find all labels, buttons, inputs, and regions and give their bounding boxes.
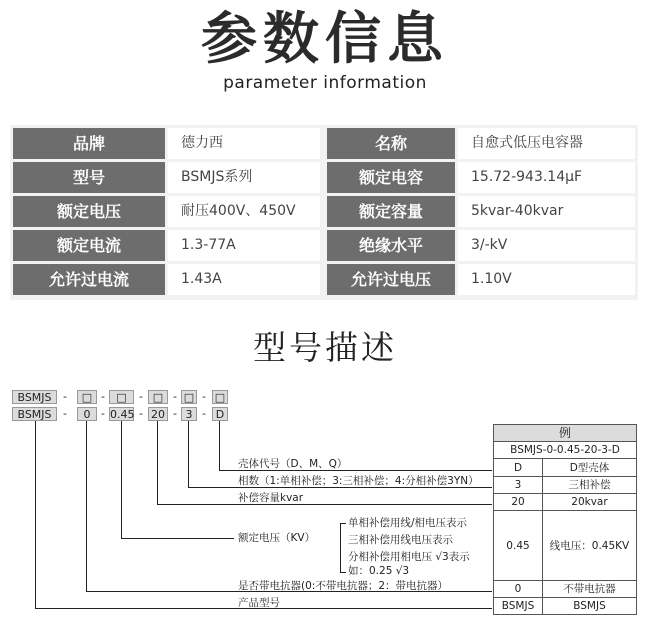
spec-key-name: 名称 <box>327 128 455 159</box>
dash: - <box>63 407 67 420</box>
model-example-box: D <box>212 407 228 421</box>
spec-value-voltage: 耐压400V、450V <box>168 196 320 227</box>
voltage-note: 单相补偿用线/相电压表示 <box>348 517 468 529</box>
model-template-box: □ <box>181 390 197 404</box>
dash: - <box>139 407 143 420</box>
spec-key-capacity: 额定容量 <box>327 196 455 227</box>
example-code: BSMJS <box>501 600 535 612</box>
page-title: 参数信息 <box>201 7 449 72</box>
example-meaning: 三相补偿 <box>543 477 636 494</box>
example-meaning: 不带电抗器 <box>543 581 636 598</box>
desc-rated-voltage: 额定电压（KV） <box>238 532 316 544</box>
model-template-box: □ <box>148 390 168 404</box>
connector-line <box>121 538 234 539</box>
example-model: BSMJS-0-0.45-20-3-D <box>494 442 636 459</box>
connector-line <box>219 421 220 471</box>
example-meaning: 20kvar <box>543 494 636 511</box>
example-meaning: BSMJS <box>573 600 606 612</box>
spec-value-name: 自愈式低压电容器 <box>458 128 635 159</box>
spec-value-overcurrent: 1.43A <box>168 264 320 295</box>
desc-phase: 相数（1:单相补偿；3:三相补偿；4:分相补偿3YN） <box>238 475 479 487</box>
dash: - <box>63 390 67 403</box>
example-header: 例 <box>494 425 636 442</box>
voltage-note: 如：0.25 √3 <box>348 565 410 577</box>
model-example-box: 0 <box>77 407 97 421</box>
model-template-box: □ <box>109 390 134 404</box>
dash: - <box>173 390 177 403</box>
spec-key-voltage: 额定电压 <box>13 196 165 227</box>
dash: - <box>173 407 177 420</box>
dash: - <box>202 390 206 403</box>
spec-value-brand: 德力西 <box>168 128 320 159</box>
example-meaning: D型壳体 <box>543 460 636 477</box>
example-code: D <box>494 460 542 477</box>
spec-key-current: 额定电流 <box>13 230 165 261</box>
voltage-note: 三相补偿用线电压表示 <box>348 534 453 546</box>
model-example-box: 0.45 <box>110 408 135 421</box>
connector-line <box>86 421 87 592</box>
example-code: 0 <box>494 581 542 598</box>
connector-line <box>121 421 122 539</box>
model-prefix-template: BSMJS <box>12 390 57 404</box>
spec-value-capacitance: 15.72-943.14μF <box>458 162 635 193</box>
dash: - <box>139 390 143 403</box>
bracket-line <box>340 523 346 524</box>
spec-value-insulation: 3/-kV <box>458 230 635 261</box>
connector-line <box>188 421 189 488</box>
example-code: 20 <box>494 494 542 511</box>
spec-value-overvoltage: 1.10V <box>458 264 635 295</box>
model-example-box: 20 <box>148 407 168 421</box>
desc-capacity: 补偿容量kvar <box>238 492 304 504</box>
example-code: 0.45 <box>494 511 542 581</box>
dash: - <box>101 407 105 420</box>
connector-line <box>157 421 158 505</box>
connector-line <box>157 504 492 505</box>
spec-value-current: 1.3-77A <box>168 230 320 261</box>
spec-key-insulation: 绝缘水平 <box>327 230 455 261</box>
model-prefix-example: BSMJS <box>12 407 57 421</box>
spec-table <box>10 125 638 300</box>
example-code: 3 <box>494 477 542 494</box>
spec-value-capacity: 5kvar-40kvar <box>458 196 635 227</box>
desc-reactor: 是否带电抗器(0:不带电抗器；2：带电抗器） <box>238 580 448 592</box>
dash: - <box>202 407 206 420</box>
model-example-box: 3 <box>181 407 197 421</box>
connector-line <box>35 421 36 609</box>
spec-value-model: BSMJS系列 <box>168 162 320 193</box>
example-meaning: 线电压：0.45KV <box>543 511 636 581</box>
page-subtitle: parameter information <box>223 73 427 93</box>
spec-key-capacitance: 额定电容 <box>327 162 455 193</box>
desc-product-model: 产品型号 <box>238 597 280 609</box>
bracket-line <box>340 523 341 573</box>
spec-key-overvoltage: 允许过电压 <box>327 264 455 295</box>
spec-key-model: 型号 <box>13 162 165 193</box>
desc-shell-code: 壳体代号（D、M、Q） <box>238 458 348 470</box>
spec-key-overcurrent: 允许过电流 <box>13 264 165 295</box>
bracket-line <box>340 572 346 573</box>
voltage-note: 分相补偿用相电压 √3表示 <box>348 551 470 563</box>
model-template-box: □ <box>212 390 228 404</box>
model-template-box: □ <box>77 390 97 404</box>
dash: - <box>101 390 105 403</box>
model-section-title: 型号描述 <box>253 328 397 367</box>
spec-key-brand: 品牌 <box>13 128 165 159</box>
example-table <box>493 424 637 615</box>
